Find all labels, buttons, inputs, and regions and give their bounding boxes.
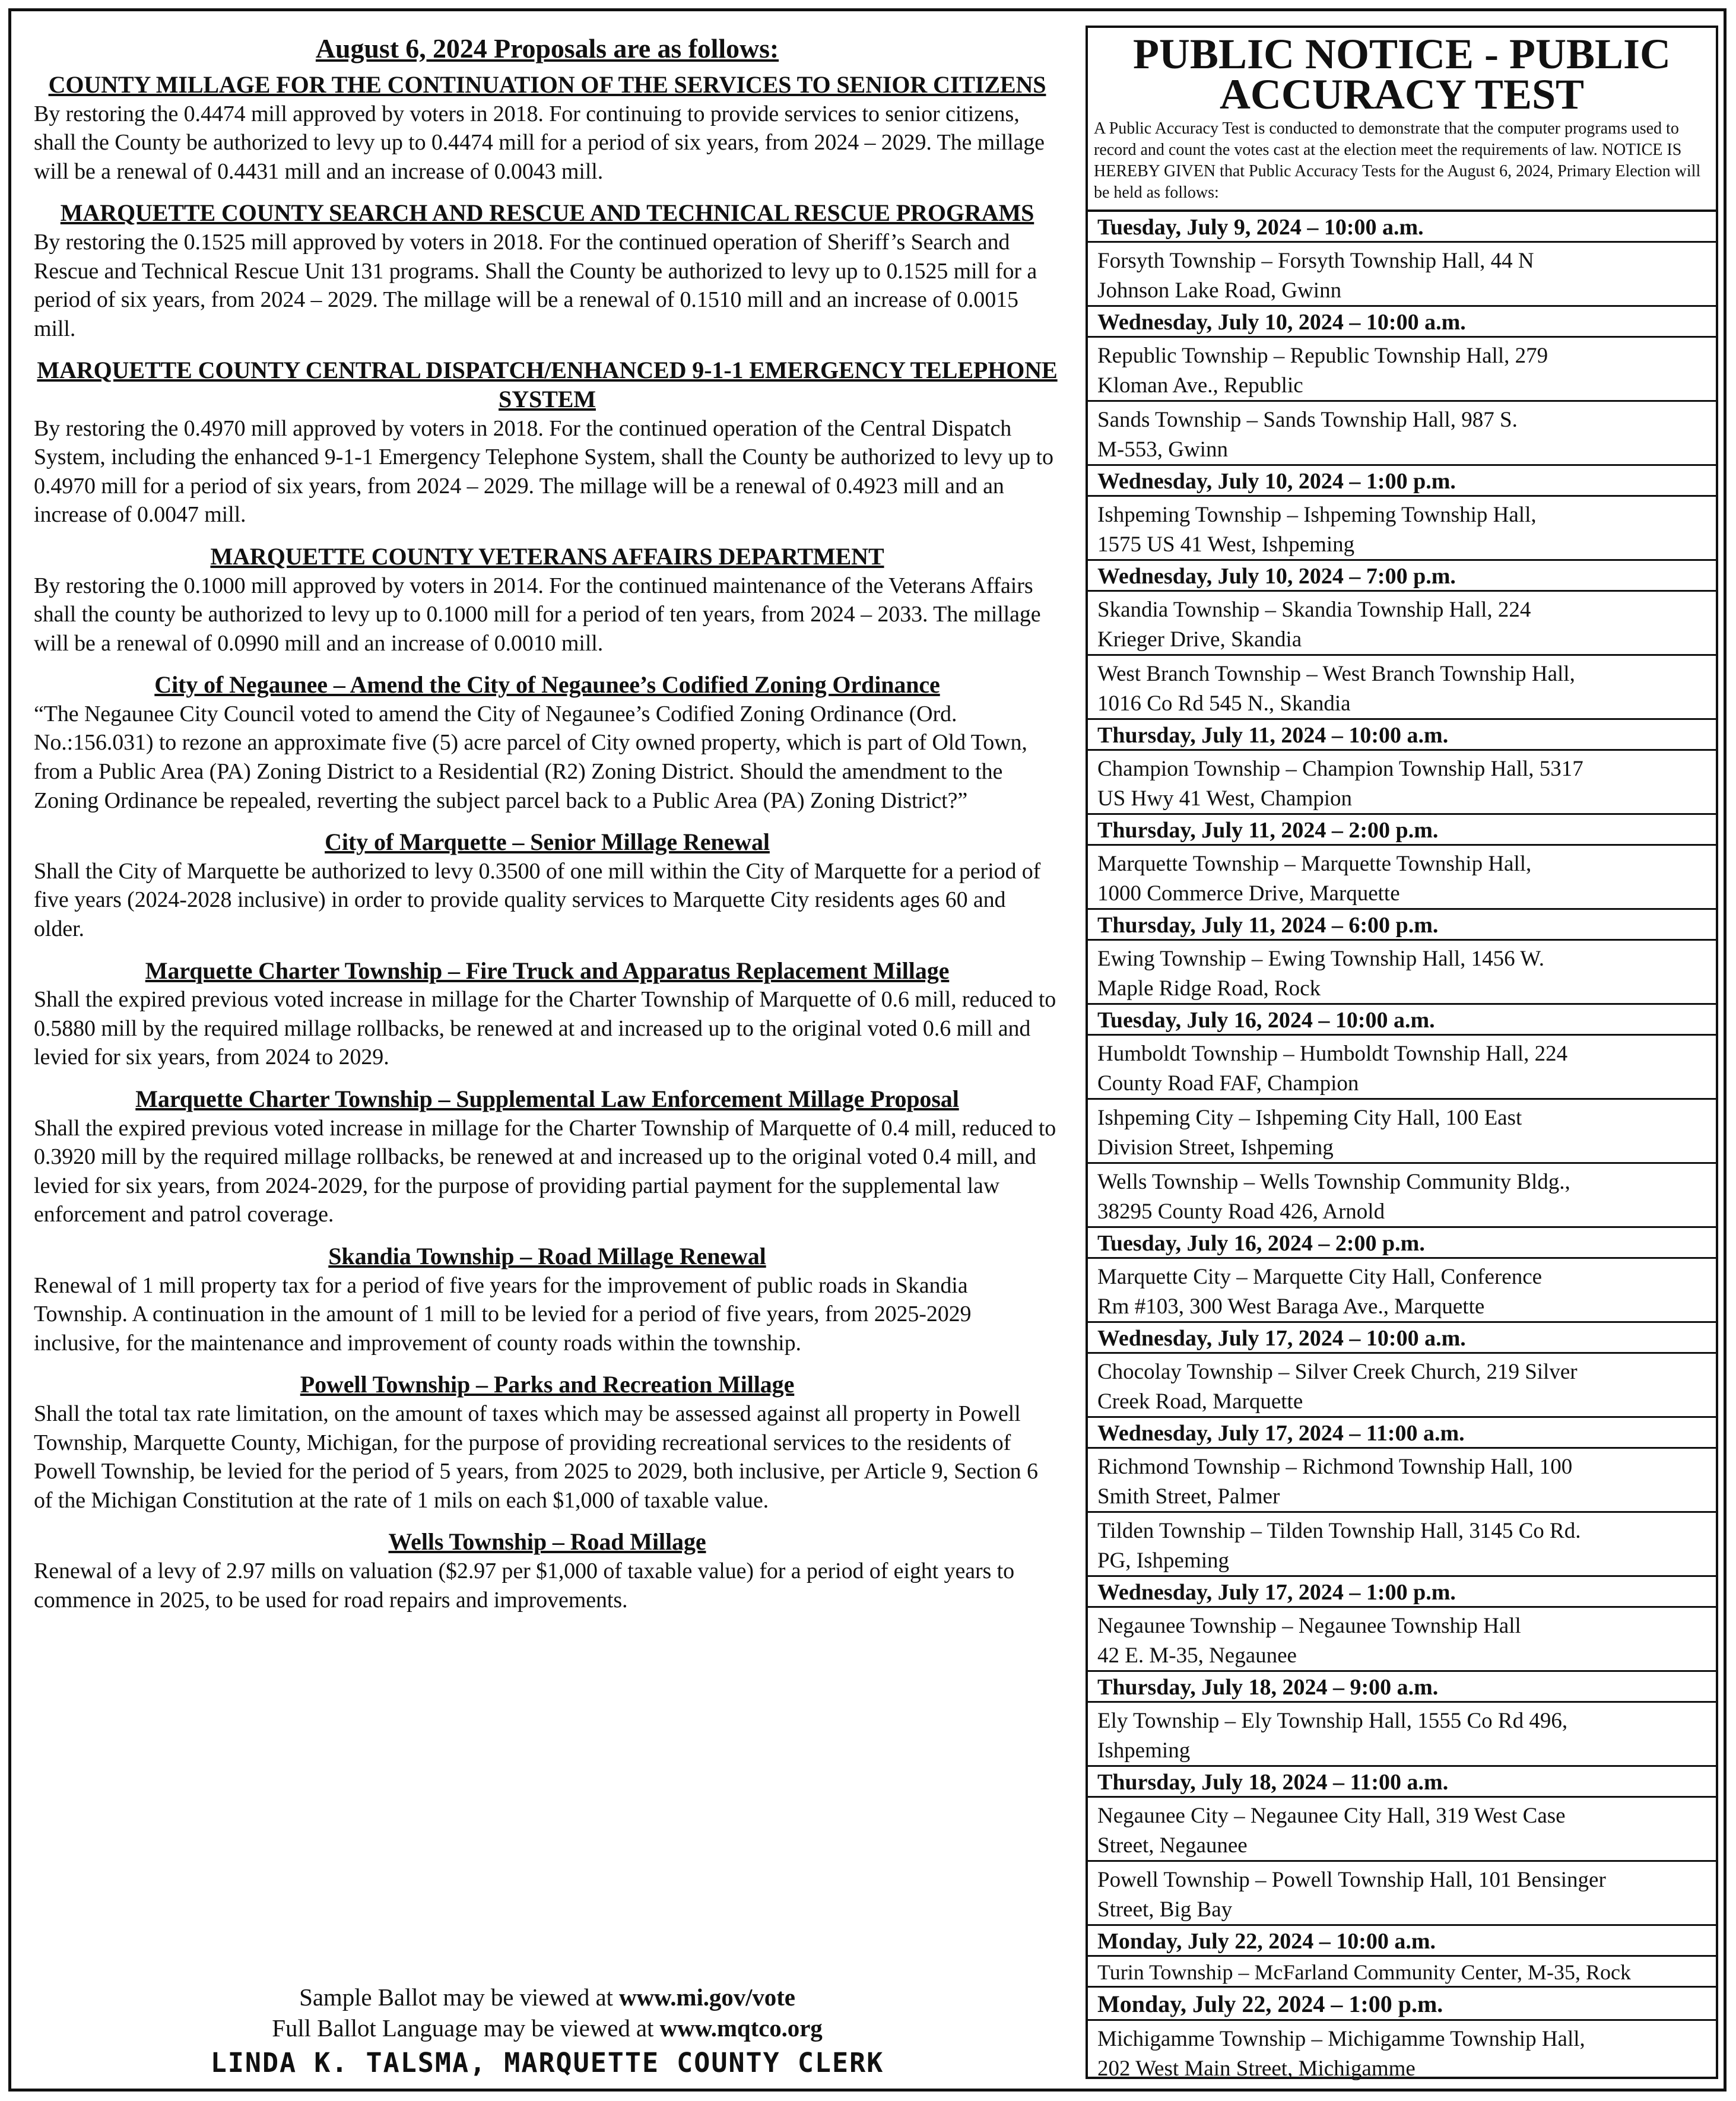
proposal-item bbox=[34, 199, 1061, 343]
schedule-date: Monday, July 22, 2024 – 1:00 p.m. bbox=[1088, 1988, 1716, 2021]
proposal-body: Shall the expired previous voted increase in millage for the Charter Township of Marquette of 0.6 mill, reduced to 0.5880 mill by the required millage rollbacks, be renewed at and increased up to the original voted 0.6 mill and levied for six years, from 2024 to 2029. bbox=[34, 987, 1056, 1070]
location-line: Wells Township – Wells Township Community Bldg., bbox=[1097, 1170, 1570, 1194]
schedule-date: Wednesday, July 17, 2024 – 11:00 a.m. bbox=[1088, 1418, 1716, 1449]
location-line: Ishpeming Township – Ishpeming Township Hall, bbox=[1097, 503, 1537, 527]
notice-footer bbox=[34, 1982, 1061, 2080]
schedule-date: Wednesday, July 10, 2024 – 10:00 a.m. bbox=[1088, 307, 1716, 338]
location-line: County Road FAF, Champion bbox=[1097, 1071, 1359, 1096]
proposal-body: By restoring the 0.4970 mill approved by voters in 2018. For the continued operation of the Central Dispatch System, including the enhanced 9-1-1 Emergency Telephone System, shall the County be authorized to levy up to 0.4970 mill for a period of six years, from 2024 – 2029. The millage will be a renewal of 0.4923 mill and an increase of 0.0047 mill. bbox=[34, 415, 1053, 528]
location-line: 1575 US 41 West, Ishpeming bbox=[1097, 532, 1355, 557]
proposal-title: MARQUETTE COUNTY CENTRAL DISPATCH/ENHANCED 9-1-1 EMERGENCY TELEPHONE SYSTEM bbox=[37, 357, 1058, 412]
proposal-title: Marquette Charter Township – Supplemental Law Enforcement Millage Proposal bbox=[135, 1086, 959, 1112]
proposals-list bbox=[34, 71, 1061, 1614]
schedule-location bbox=[1088, 656, 1716, 720]
schedule-location bbox=[1088, 1798, 1716, 1862]
proposal-body: Shall the total tax rate limitation, on the amount of taxes which may be assessed against all property in Powell Township, Marquette County, Michigan, for the purpose of providing recreational services to the residents of Powell Township, be levied for the period of 5 years, from 2025 to 2029, both inclusive, per Article 9, Section 6 of the Michigan Constitution at the rate of 1 mils on each $1,000 of taxable value. bbox=[34, 1401, 1038, 1513]
proposal-item bbox=[34, 671, 1061, 815]
proposal-title: MARQUETTE COUNTY VETERANS AFFAIRS DEPARTMENT bbox=[210, 542, 884, 570]
schedule-location bbox=[1088, 846, 1716, 910]
schedule-date: Wednesday, July 10, 2024 – 1:00 p.m. bbox=[1088, 466, 1716, 497]
location-line: Negaunee City – Negaunee City Hall, 319 West Case bbox=[1097, 1804, 1566, 1828]
location-line: Rm #103, 300 West Baraga Ave., Marquette bbox=[1097, 1294, 1485, 1319]
location-line: Ishpeming City – Ishpeming City Hall, 100 East bbox=[1097, 1106, 1522, 1130]
location-line: M-553, Gwinn bbox=[1097, 437, 1228, 462]
proposal-title: Skandia Township – Road Millage Renewal bbox=[328, 1242, 766, 1270]
location-line: Marquette Township – Marquette Township Hall, bbox=[1097, 852, 1532, 876]
location-line: Negaunee Township – Negaunee Township Hall bbox=[1097, 1614, 1521, 1638]
location-line: Chocolay Township – Silver Creek Church, 219 Silver bbox=[1097, 1360, 1578, 1384]
schedule-location bbox=[1088, 243, 1716, 307]
location-line: 202 West Main Street, Michigamme bbox=[1097, 2056, 1416, 2081]
schedule-location bbox=[1088, 1608, 1716, 1672]
sample-ballot-line bbox=[34, 1982, 1061, 2013]
notice-title: PUBLIC NOTICE - PUBLIC ACCURACY TEST bbox=[1132, 30, 1671, 118]
schedule-location bbox=[1088, 1513, 1716, 1577]
proposal-title: MARQUETTE COUNTY SEARCH AND RESCUE AND TECHNICAL RESCUE PROGRAMS bbox=[60, 199, 1034, 227]
location-line: Champion Township – Champion Township Hall, 5317 bbox=[1097, 757, 1583, 781]
location-line: Michigamme Township – Michigamme Township Hall, bbox=[1097, 2027, 1585, 2051]
location-line: 42 E. M-35, Negaunee bbox=[1097, 1643, 1297, 1668]
location-line: Richmond Township – Richmond Township Hall, 100 bbox=[1097, 1455, 1573, 1479]
location-line: PG, Ishpeming bbox=[1097, 1548, 1229, 1573]
schedule-date: Monday, July 22, 2024 – 10:00 a.m. bbox=[1088, 1926, 1716, 1957]
schedule-date: Thursday, July 18, 2024 – 11:00 a.m. bbox=[1088, 1767, 1716, 1798]
proposal-body: “The Negaunee City Council voted to amend the City of Negaunee’s Codified Zoning Ordinance (Ord. No.:156.031) to rezone an approximate five (5) acre parcel of City owned property, which is part of Old Town, from a Public Area (PA) Zoning District to a Residential (R2) Zoning District. Should the amendment to the Zoning Ordinance be repealed, reverting the subject parcel back to a Public Area (PA) Zoning District?” bbox=[34, 701, 1027, 813]
location-line: Tilden Township – Tilden Township Hall, 3145 Co Rd. bbox=[1097, 1519, 1581, 1543]
location-line: 38295 County Road 426, Arnold bbox=[1097, 1199, 1385, 1224]
location-line: Johnson Lake Road, Gwinn bbox=[1097, 278, 1342, 303]
location-line: Ely Township – Ely Township Hall, 1555 Co Rd 496, bbox=[1097, 1709, 1568, 1733]
schedule-date: Thursday, July 11, 2024 – 6:00 p.m. bbox=[1088, 910, 1716, 941]
proposal-item bbox=[34, 1370, 1061, 1515]
accuracy-test-box bbox=[1086, 26, 1718, 2079]
location-line: Republic Township – Republic Township Hall, 279 bbox=[1097, 344, 1548, 368]
location-line: Street, Negaunee bbox=[1097, 1833, 1248, 1858]
schedule-location bbox=[1088, 1862, 1716, 1926]
proposal-item bbox=[34, 828, 1061, 943]
schedule-location bbox=[1088, 592, 1716, 656]
schedule-location: Turin Township – McFarland Community Center, M-35, Rock bbox=[1088, 1957, 1716, 1988]
schedule-date: Wednesday, July 17, 2024 – 1:00 p.m. bbox=[1088, 1577, 1716, 1608]
location-line: Ewing Township – Ewing Township Hall, 1456 W. bbox=[1097, 947, 1545, 971]
proposal-title: Marquette Charter Township – Fire Truck and Apparatus Replacement Millage bbox=[145, 957, 950, 984]
schedule-date: Thursday, July 18, 2024 – 9:00 a.m. bbox=[1088, 1672, 1716, 1703]
schedule-date: Wednesday, July 17, 2024 – 10:00 a.m. bbox=[1088, 1323, 1716, 1354]
proposal-title: Powell Township – Parks and Recreation Millage bbox=[300, 1371, 795, 1398]
location-line: Creek Road, Marquette bbox=[1097, 1389, 1303, 1414]
proposal-item bbox=[34, 957, 1061, 1072]
proposal-body: Shall the City of Marquette be authorized to levy 0.3500 of one mill within the City of Marquette for a period of five years (2024-2028 inclusive) in order to provide quality services to Marquette City residents ages 60 and older. bbox=[34, 858, 1041, 942]
sample-ballot-text: Sample Ballot may be viewed at bbox=[299, 1983, 619, 2011]
notice-page bbox=[8, 8, 1727, 2092]
proposal-title: City of Negaunee – Amend the City of Negaunee’s Codified Zoning Ordinance bbox=[154, 671, 940, 699]
schedule-location bbox=[1088, 1703, 1716, 1767]
proposal-item bbox=[34, 1242, 1061, 1357]
full-ballot-text: Full Ballot Language may be viewed at bbox=[272, 2014, 660, 2042]
sample-ballot-url[interactable]: www.mi.gov/vote bbox=[619, 1983, 795, 2011]
location-line: Marquette City – Marquette City Hall, Conference bbox=[1097, 1265, 1543, 1289]
proposal-body: By restoring the 0.1000 mill approved by voters in 2014. For the continued maintenance of the Veterans Affairs shall the county be authorized to levy up to 0.1000 mill for a period of ten years, from 2024 – 2033. The millage will be a renewal of 0.0990 mill and an increase of 0.0010 mill. bbox=[34, 573, 1041, 656]
location-line: Forsyth Township – Forsyth Township Hall, 44 N bbox=[1097, 249, 1534, 273]
location-line: Humboldt Township – Humboldt Township Hall, 224 bbox=[1097, 1042, 1568, 1066]
schedule-location bbox=[1088, 402, 1716, 466]
schedule-date: Wednesday, July 10, 2024 – 7:00 p.m. bbox=[1088, 561, 1716, 592]
proposal-title: City of Marquette – Senior Millage Renewal bbox=[325, 829, 770, 856]
schedule-location bbox=[1088, 1259, 1716, 1323]
location-line: US Hwy 41 West, Champion bbox=[1097, 786, 1353, 811]
proposal-item bbox=[34, 71, 1061, 186]
notice-intro: A Public Accuracy Test is conducted to demonstrate that the computer programs used to record and count the votes cast at the election meet the requirements of law. NOTICE IS HEREBY GIVEN that Public Accuracy Tests for the August 6, 2024, Primary Election will be held as follows: bbox=[1094, 119, 1701, 202]
location-line: Ishpeming bbox=[1097, 1738, 1191, 1763]
location-line: Division Street, Ishpeming bbox=[1097, 1135, 1334, 1160]
schedule-location bbox=[1088, 2021, 1716, 2085]
proposal-body: Renewal of 1 mill property tax for a period of five years for the improvement of public roads in Skandia Township. A continuation in the amount of 1 mill to be levied for a period of five years, from 2025-2029 inclusive, for the maintenance and improvement of county roads within the township. bbox=[34, 1272, 972, 1356]
schedule-location bbox=[1088, 1100, 1716, 1164]
schedule-location bbox=[1088, 497, 1716, 561]
schedule-location bbox=[1088, 1354, 1716, 1418]
location-line: 1000 Commerce Drive, Marquette bbox=[1097, 881, 1400, 906]
schedule-location bbox=[1088, 338, 1716, 402]
schedule-date: Tuesday, July 16, 2024 – 2:00 p.m. bbox=[1088, 1228, 1716, 1259]
schedule-date: Tuesday, July 9, 2024 – 10:00 a.m. bbox=[1088, 212, 1716, 243]
proposals-column bbox=[34, 29, 1061, 2077]
proposal-item bbox=[34, 542, 1061, 658]
full-ballot-url[interactable]: www.mqtco.org bbox=[659, 2014, 823, 2042]
location-line: Kloman Ave., Republic bbox=[1097, 373, 1303, 398]
schedule-date: Thursday, July 11, 2024 – 10:00 a.m. bbox=[1088, 720, 1716, 751]
location-line: 1016 Co Rd 545 N., Skandia bbox=[1097, 691, 1351, 716]
location-line: Street, Big Bay bbox=[1097, 1897, 1233, 1922]
location-line: Sands Township – Sands Township Hall, 987 S. bbox=[1097, 408, 1518, 432]
full-ballot-line bbox=[34, 2013, 1061, 2043]
proposal-title: Wells Township – Road Millage bbox=[388, 1528, 706, 1556]
proposal-body: Shall the expired previous voted increase in millage for the Charter Township of Marquette of 0.4 mill, reduced to 0.3920 mill by the required millage rollbacks, be renewed at and increased up to the original voted 0.4 mill, and levied for six years, from 2024-2029, for the purpose of providing partial payment for the supplemental law enforcement and patrol coverage. bbox=[34, 1115, 1056, 1227]
proposal-title: COUNTY MILLAGE FOR THE CONTINUATION OF THE SERVICES TO SENIOR CITIZENS bbox=[48, 71, 1046, 98]
location-line: West Branch Township – West Branch Township Hall, bbox=[1097, 662, 1575, 686]
schedule-location bbox=[1088, 1036, 1716, 1100]
test-schedule bbox=[1088, 210, 1716, 2085]
proposal-item bbox=[34, 356, 1061, 529]
location-line: Krieger Drive, Skandia bbox=[1097, 627, 1302, 652]
schedule-date: Tuesday, July 16, 2024 – 10:00 a.m. bbox=[1088, 1005, 1716, 1036]
schedule-location bbox=[1088, 1164, 1716, 1228]
proposal-item bbox=[34, 1085, 1061, 1229]
proposal-body: By restoring the 0.1525 mill approved by voters in 2018. For the continued operation of Sheriff’s Search and Rescue and Technical Rescue Unit 131 programs. Shall the County be authorized to levy up to 0.1525 mill for a period of six years, from 2024 – 2029. The millage will be a renewal of 0.1510 mill and an increase of 0.0015 mill. bbox=[34, 229, 1037, 341]
proposal-body: Renewal of a levy of 2.97 mills on valuation ($2.97 per $1,000 of taxable value) for a period of eight years to commence in 2025, to be used for road repairs and improvements. bbox=[34, 1558, 1014, 1613]
schedule-location bbox=[1088, 941, 1716, 1005]
proposal-item bbox=[34, 1528, 1061, 1614]
schedule-date: Thursday, July 11, 2024 – 2:00 p.m. bbox=[1088, 815, 1716, 846]
county-clerk-name: LINDA K. TALSMA, MARQUETTE COUNTY CLERK bbox=[210, 2047, 884, 2078]
location-line: Powell Township – Powell Township Hall, 101 Bensinger bbox=[1097, 1868, 1606, 1892]
location-line: Maple Ridge Road, Rock bbox=[1097, 976, 1321, 1001]
proposals-heading: August 6, 2024 Proposals are as follows: bbox=[315, 33, 779, 64]
schedule-location bbox=[1088, 1449, 1716, 1513]
location-line: Smith Street, Palmer bbox=[1097, 1484, 1280, 1509]
location-line: Skandia Township – Skandia Township Hall, 224 bbox=[1097, 598, 1531, 622]
proposal-body: By restoring the 0.4474 mill approved by voters in 2018. For continuing to provide services to senior citizens, shall the County be authorized to levy up to 0.4474 mill for a period of six years, from 2024 – 2029. The millage will be a renewal of 0.4431 mill and an increase of 0.0043 mill. bbox=[34, 101, 1045, 184]
schedule-location bbox=[1088, 751, 1716, 815]
